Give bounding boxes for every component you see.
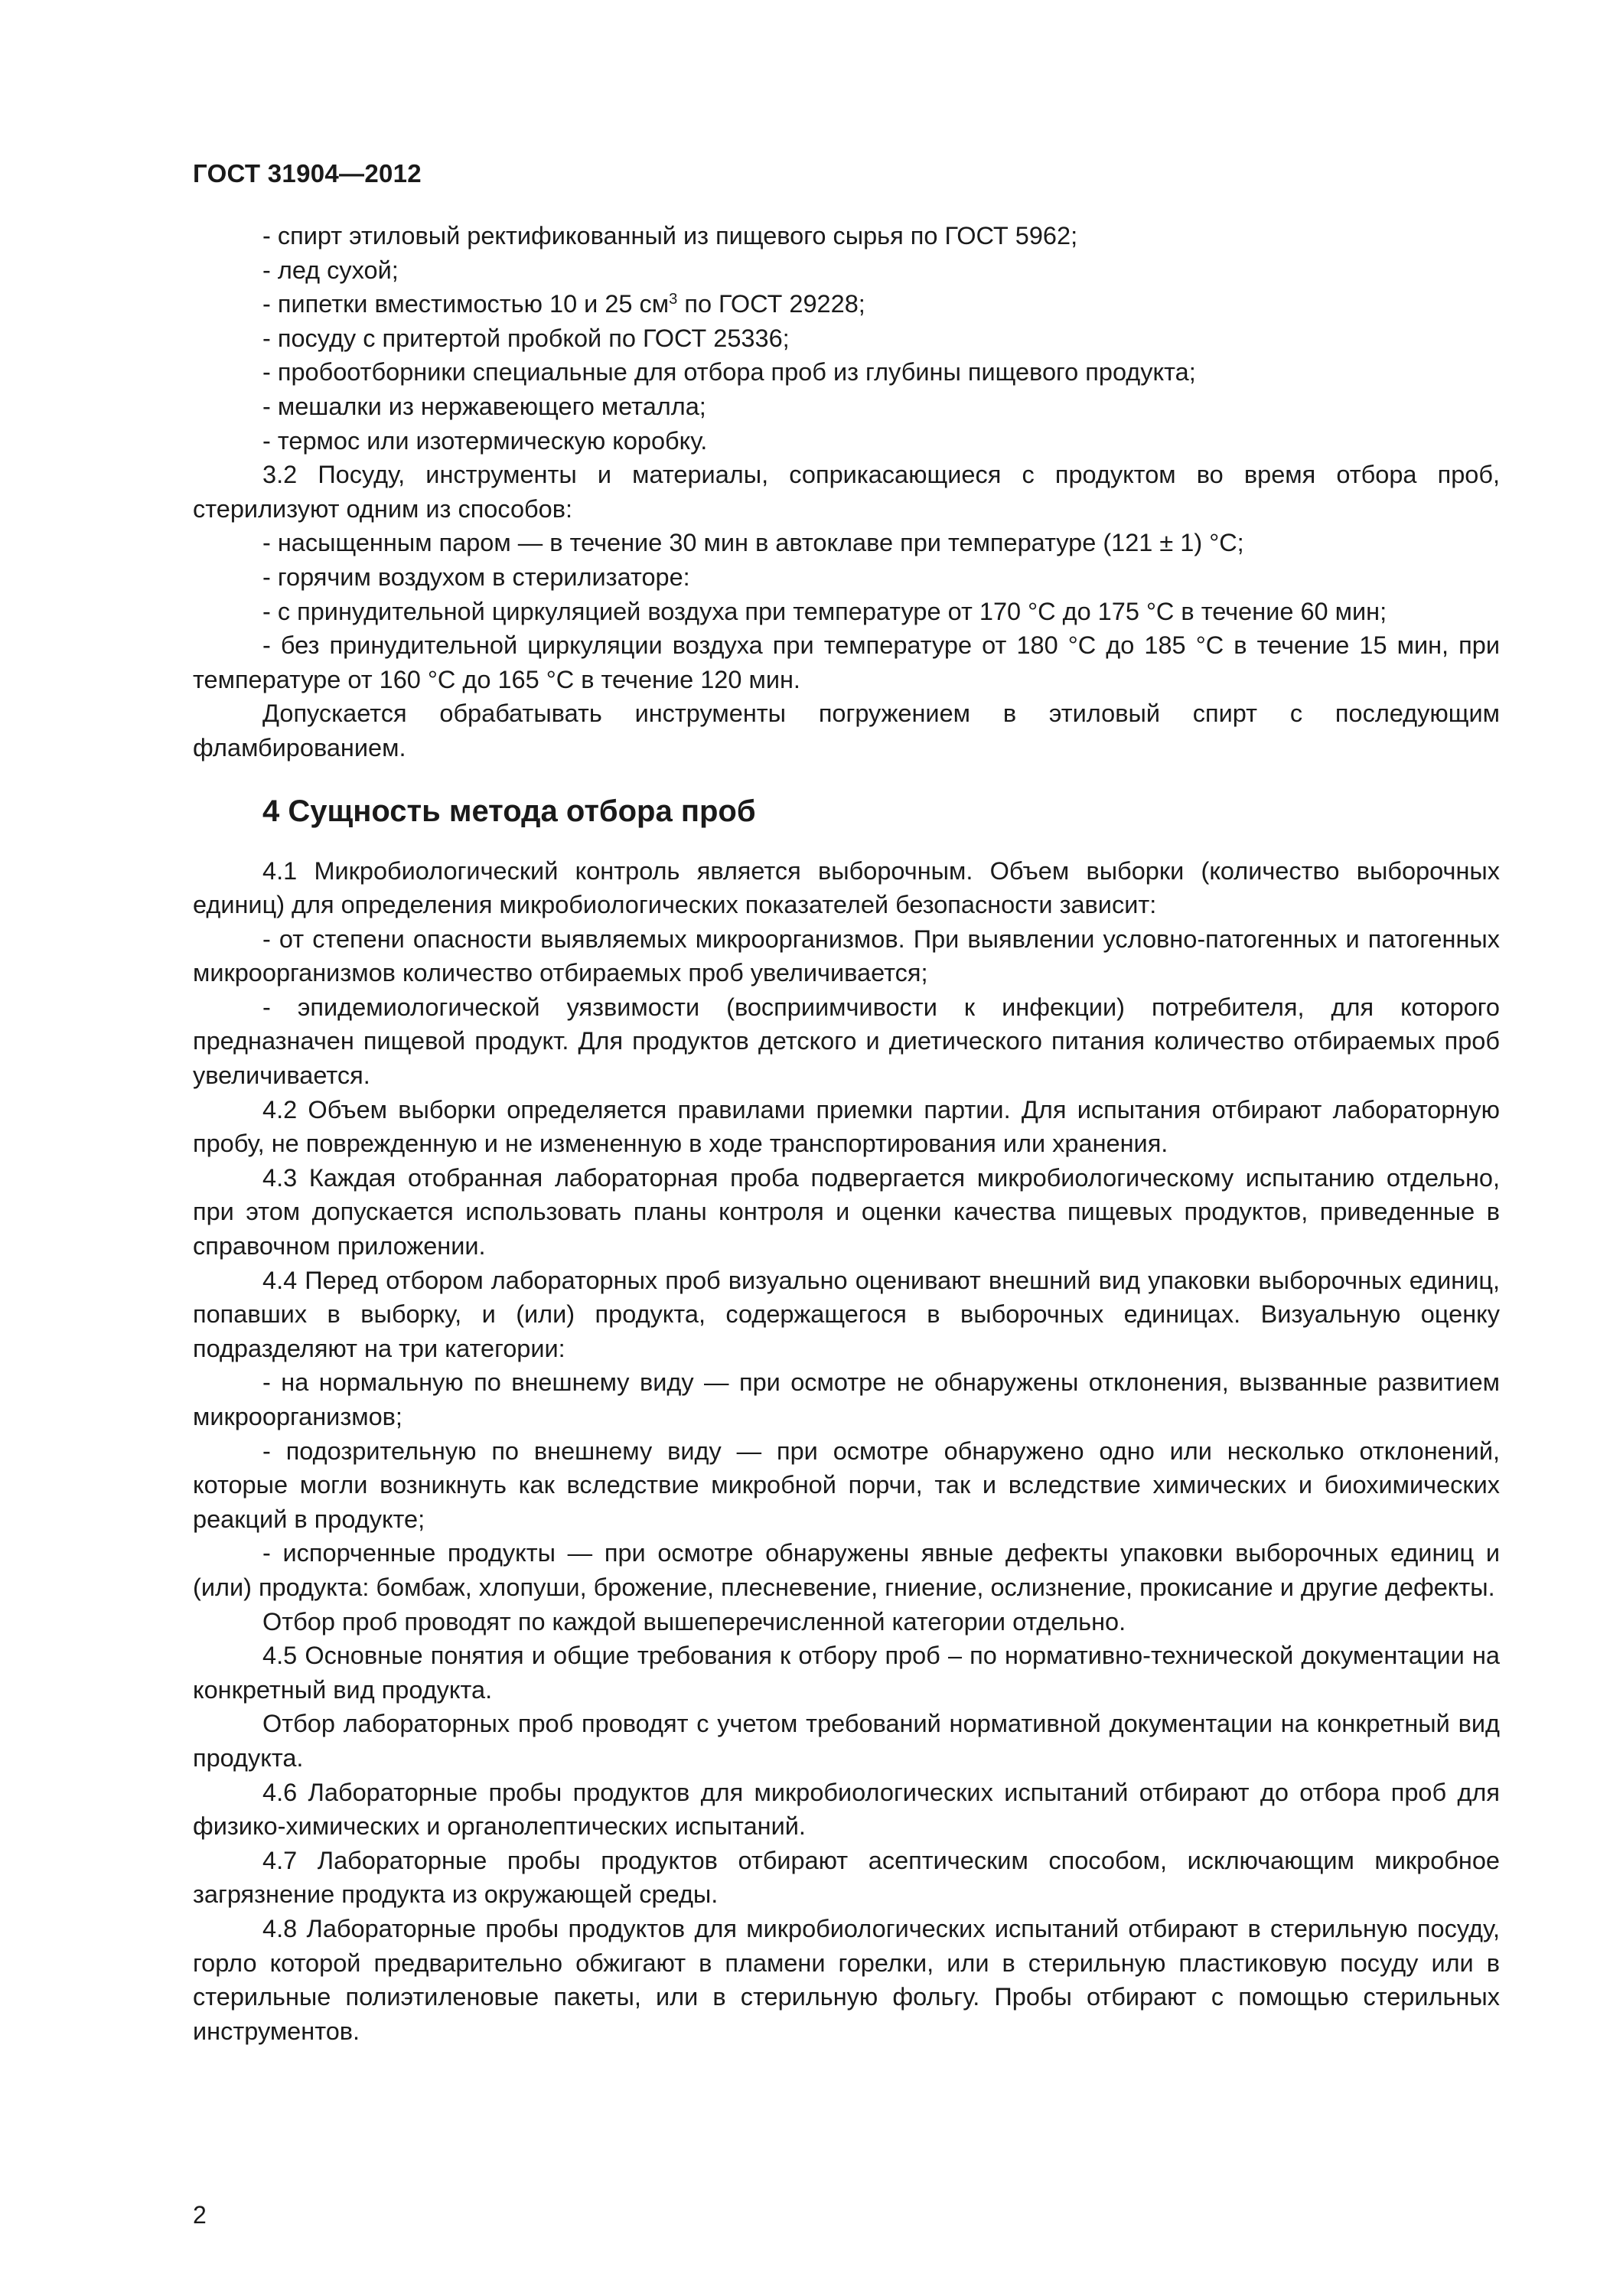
paragraph-4-6: 4.6 Лабораторные пробы продуктов для микробиологических испытаний отбирают до отбора проб для физико-химических и органолептических испытаний. xyxy=(193,1778,1500,1841)
list-item: - горячим воздухом в стерилизаторе: xyxy=(262,563,690,591)
list-item: - посуду с притертой пробкой по ГОСТ 25336; xyxy=(262,324,790,352)
paragraph-4-5: 4.5 Основные понятия и общие требования к отбору проб – по нормативно-технической документации на конкретный вид продукта. xyxy=(193,1642,1500,1704)
paragraph-4-2: 4.2 Объем выборки определяется правилами приемки партии. Для испытания отбирают лабораторную пробу, не поврежденную и не измененную в ходе транспортирования или хранения. xyxy=(193,1095,1500,1158)
list-item-text: - пипетки вместимостью 10 и 25 см xyxy=(262,290,670,318)
list-item: - насыщенным паром — в течение 30 мин в автоклаве при температуре (121 ± 1) °C; xyxy=(262,529,1244,557)
list-item: - лед сухой; xyxy=(262,256,399,284)
list-item: - термос или изотермическую коробку. xyxy=(262,426,708,455)
paragraph-flambe: Допускается обрабатывать инструменты погружением в этиловый спирт с последующим фламбированием. xyxy=(193,700,1500,762)
list-item: - на нормальную по внешнему виду — при осмотре не обнаружены отклонения, вызванные развитием микроорганизмов; xyxy=(193,1368,1500,1430)
paragraph-4-4: 4.4 Перед отбором лабораторных проб визуально оценивают внешний вид упаковки выборочных единиц, попавших в выборку, и (или) продукта, содержащегося в выборочных единицах. Визуальную оценку подразделяют на три категории: xyxy=(193,1266,1500,1362)
paragraph-lab-samples: Отбор лабораторных проб проводят с учетом требований нормативной документации на конкретный вид продукта. xyxy=(193,1710,1500,1772)
paragraph-4-7: 4.7 Лабораторные пробы продуктов отбирают асептическим способом, исключающим микробное загрязнение продукта из окружающей среды. xyxy=(193,1846,1500,1909)
list-item: - эпидемиологической уязвимости (восприимчивости к инфекции) потребителя, для которого предназначен пищевой продукт. Для продуктов детского и диетического питания количество отбираемых проб увеличивается. xyxy=(193,993,1500,1090)
list-item: - мешалки из нержавеющего металла; xyxy=(262,392,706,420)
page-content xyxy=(193,219,1500,2048)
list-item xyxy=(193,287,1500,321)
list-item: - пробоотборники специальные для отбора проб из глубины пищевого продукта; xyxy=(262,358,1196,386)
list-item: - с принудительной циркуляцией воздуха при температуре от 170 °C до 175 °C в течение 60 мин; xyxy=(262,597,1387,625)
list-item: - подозрительную по внешнему виду — при осмотре обнаружено одно или несколько отклонений, которые могли возникнуть как вследствие микробной порчи, так и вследствие химических и биохимических реакций в продукте; xyxy=(193,1437,1500,1533)
paragraph-4-3: 4.3 Каждая отобранная лабораторная проба подвергается микробиологическому испытанию отдельно, при этом допускается использовать планы контроля и оценки качества пищевых продуктов, приведенные в справочном приложении. xyxy=(193,1163,1500,1261)
document-header: ГОСТ 31904—2012 xyxy=(193,159,422,188)
paragraph-3-2: 3.2 Посуду, инструменты и материалы, соприкасающиеся с продуктом во время отбора проб, стерилизуют одним из способов: xyxy=(193,461,1500,523)
paragraph-each-category: Отбор проб проводят по каждой вышеперечисленной категории отдельно. xyxy=(262,1607,1126,1636)
paragraph-4-8: 4.8 Лабораторные пробы продуктов для микробиологических испытаний отбирают в стерильную посуду, горло которой предварительно обжигают в пламени горелки, или в стерильную пластиковую посуду или в стерильные полиэтиленовые пакеты, или в стерильную фольгу. Пробы отбирают с помощью стерильных инструментов. xyxy=(193,1914,1500,2045)
list-item: - без принудительной циркуляции воздуха при температуре от 180 °C до 185 °C в течение 15 мин, при температуре от 160 °C до 165 °C в течение 120 мин. xyxy=(193,631,1500,693)
section-4-heading: 4 Сущность метода отбора проб xyxy=(262,794,756,828)
paragraph-4-1: 4.1 Микробиологический контроль является выборочным. Объем выборки (количество выборочных единиц) для определения микробиологических показателей безопасности зависит: xyxy=(193,856,1500,919)
superscript: 3 xyxy=(669,291,678,308)
list-item: - спирт этиловый ректификованный из пищевого сырья по ГОСТ 5962; xyxy=(262,222,1078,249)
list-item-tail: по ГОСТ 29228; xyxy=(677,290,865,318)
list-item: - испорченные продукты — при осмотре обнаружены явные дефекты упаковки выборочных единиц и (или) продукта: бомбаж, хлопуши, брожение, плесневение, гниение, ослизнение, прокисание и другие дефекты. xyxy=(193,1539,1500,1601)
page-number: 2 xyxy=(193,2201,207,2229)
list-item: - от степени опасности выявляемых микроорганизмов. При выявлении условно-патогенных и патогенных микроорганизмов количество отбираемых проб увеличивается; xyxy=(193,925,1500,987)
